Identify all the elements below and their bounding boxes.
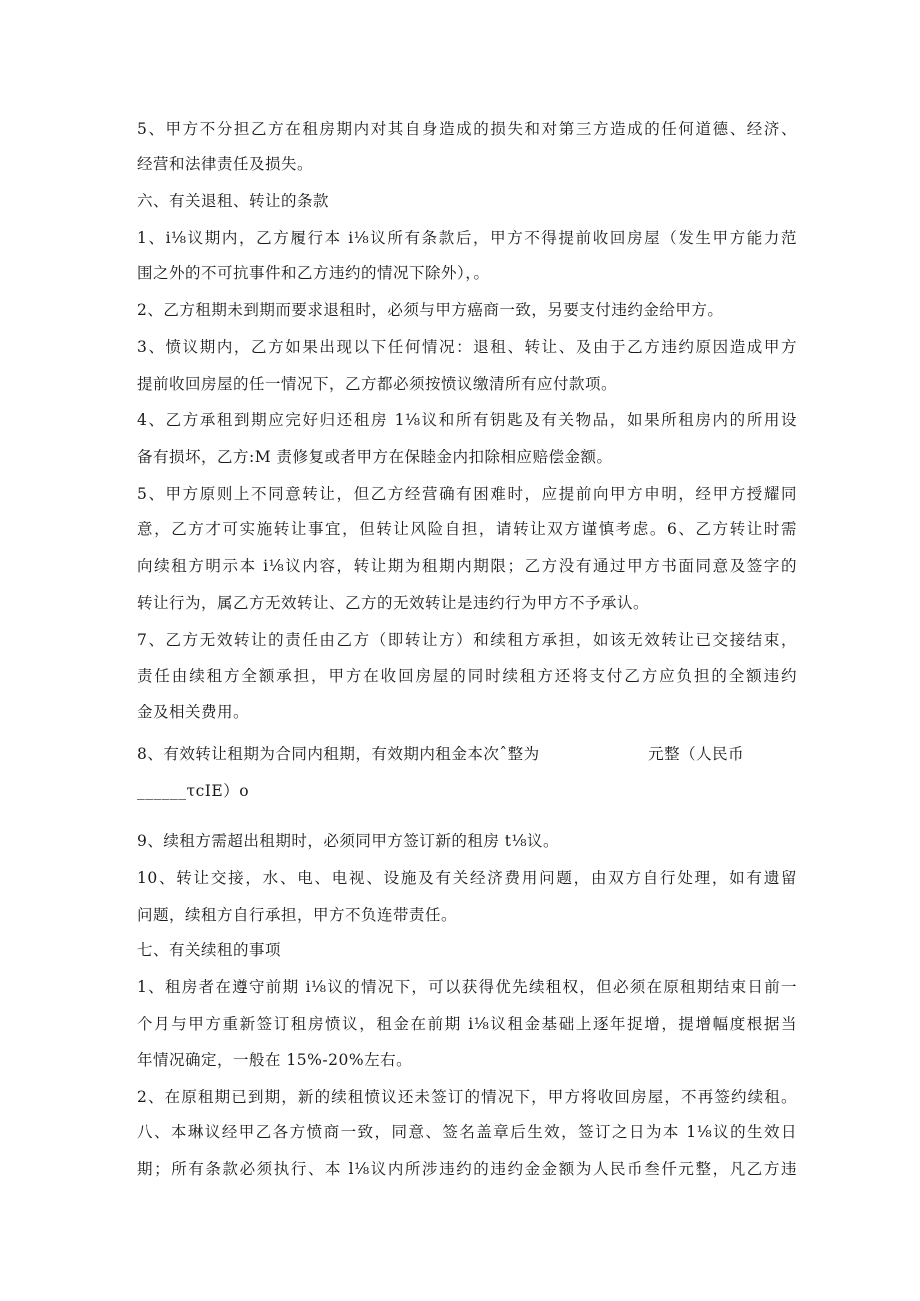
- text-line: 年情况确定，一般在 15%-20%左右。: [137, 1051, 413, 1069]
- text-line: 提前收回房屋的任一情况下，乙方都必须按愤议缴清所有应付款项。: [137, 375, 618, 393]
- text-line: 备有损坏，乙方:M 责修复或者甲方在保睦金内扣除相应赔偿金额。: [137, 448, 613, 466]
- text-line: 责任由续租方全额承担，甲方在收回房屋的同时续租方还将支付乙方应负担的全额违约: [137, 667, 797, 685]
- text-line: 金及相关费用。: [137, 703, 250, 721]
- text-line: 8、有效转让租期为合同内租期，有效期内租金本次ˆ整为 元整（人民币: [137, 745, 745, 763]
- text-line: 7、乙方无效转让的责任由乙方（即转让方）和续租方承担，如该无效转让已交接结束，: [137, 631, 797, 649]
- text-line: 期；所有条款必须执行、本 l⅛议内所涉违约的违约金金额为人民币叁仟元整，凡乙方违: [137, 1160, 797, 1178]
- text-line: 5、甲方原则上不同意转让，但乙方经营确有困难时，应提前向甲方申明，经甲方授耀同: [137, 485, 797, 503]
- text-line: 转让行为，属乙方无效转让、乙方的无效转让是违约行为甲方不予承认。: [137, 594, 650, 612]
- text-line: 4、乙方承租到期应完好归还租房 1⅛议和所有钥匙及有关物品，如果所租房内的所用设: [137, 411, 797, 429]
- text-line: 1、租房者在遵守前期 i⅛议的情况下，可以获得优先续租权，但必须在原租期结束日前一: [137, 978, 797, 996]
- text-line: 3、愤议期内，乙方如果出现以下任何情况：退租、转让、及由于乙方违约原因造成甲方: [137, 338, 797, 356]
- text-line: 10、转让交接，水、电、电视、设施及有关经济费用问题，由双方自行处理，如有遗留: [137, 869, 797, 887]
- text-line: ______τcIE）o: [137, 782, 250, 800]
- text-line: 5、甲方不分担乙方在租房期内对其自身造成的损失和对第三方造成的任何道德、经济、: [137, 120, 797, 138]
- text-line: 意，乙方才可实施转让事宜，但转让风险自担，请转让双方谨慎考虑。6、乙方转让时需: [137, 520, 797, 538]
- text-line: 9、续租方需超出租期时，必须同甲方签订新的租房 t⅛议。: [137, 832, 560, 850]
- text-line: 围之外的不可抗事件和乙方违约的情况下除外），。: [137, 264, 490, 282]
- text-line: 向续租方明示本 i⅛议内容，转让期为租期内期限；乙方没有通过甲方书面同意及签字的: [137, 557, 797, 575]
- section-heading: 八、本琳议经甲乙各方愤商一致，同意、签名盖章后生效，签订之日为本 1⅛议的生效日: [137, 1123, 797, 1141]
- section-heading: 六、有关退租、转让的条款: [137, 192, 330, 210]
- text-line: 问题，续租方自行承担，甲方不负连带责任。: [137, 906, 458, 924]
- text-line: 个月与甲方重新签订租房愤议，租金在前期 i⅛议租金基础上逐年捉增，提增幅度根据当: [137, 1015, 797, 1033]
- text-line: 2、在原租期已到期，新的续租愤议还未签订的情况下，甲方将收回房屋，不再签约续租。: [137, 1088, 797, 1106]
- text-line: 经营和法律责任及损失。: [137, 155, 314, 173]
- section-heading: 七、有关续租的事项: [137, 941, 282, 959]
- text-line: 2、乙方租期未到期而要求退租时，必须与甲方癌商一致，另要支付违约金给甲方。: [137, 301, 724, 319]
- text-line: 1、i⅛议期内，乙方履行本 i⅛议所有条款后，甲方不得提前收回房屋（发生甲方能力范: [137, 229, 797, 247]
